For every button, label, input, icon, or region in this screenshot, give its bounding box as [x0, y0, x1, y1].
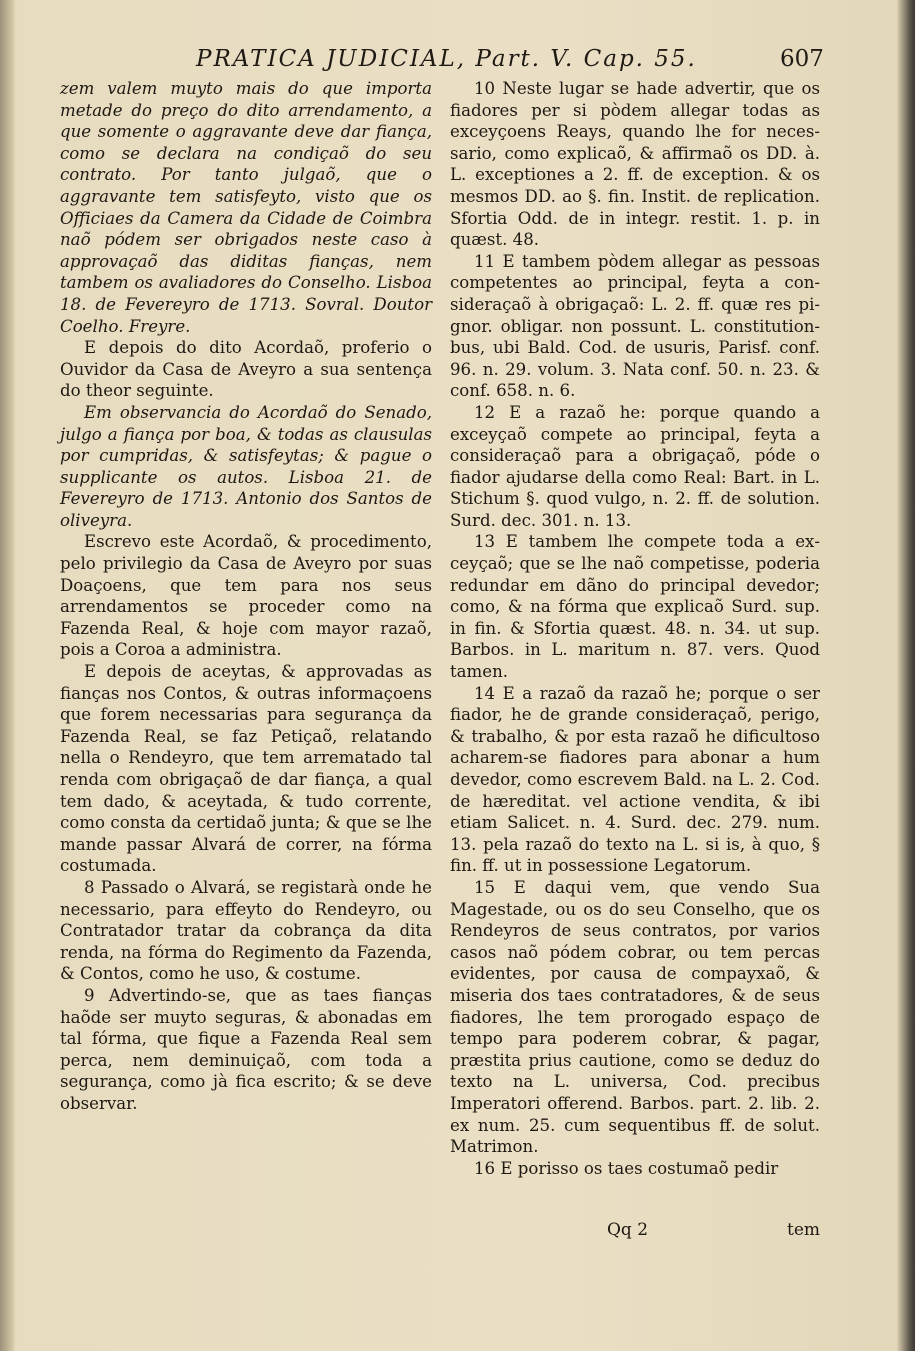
paragraph: Em observancia do Acordaõ do Senado, julgo a fiança por boa, & todas as clausulas por cumpridas, & satisfeytas; & pague o supplicante os autos. Lisboa 21. de Fevereyro de 1713. Antonio dos Santos de oliveyra. — [60, 402, 432, 530]
running-head — [196, 46, 826, 72]
page-footer — [450, 1220, 820, 1244]
paragraph: 12 E a razaõ he: porque quando a exceyçaõ compete ao principal, feyta a consideraçaõ para a obrigaçaõ, póde o fiador ajudarse della como Real: Bart. in L. Stichum §. quod vulgo, n. 2. ff. de solution. Surd. dec. 301. n. 13. — [450, 402, 820, 530]
paragraph: 11 E tambem pòdem allegar as pessoas competentes ao principal, feyta a consideraçaõ à obrigaçaõ: L. 2. ff. quæ res pignor. obligar. non possunt. L. constitutionbus, ubi Bald. Cod. de usuris, Parisf. conf. 96. n. 29. volum. 3. Nata conf. 50. n. 23. & conf. 658. n. 6. — [450, 251, 820, 401]
paragraph: 15 E daqui vem, que vendo Sua Magestade, ou os do seu Conselho, que os Rendeyros de seus contratos, por varios casos naõ pódem cobrar, ou tem percas evidentes, por causa de compayxaõ, & miseria dos taes contratadores, & de seus fiadores, lhe tem prorogado espaço de tempo para poderem cobrar, & pagar, præstita prius cautione, como se deduz do texto na L. universa, Cod. precibus Imperatori offerend. Barbos. part. 2. lib. 2. ex num. 25. cum sequentibus ff. de solut. Matrimon. — [450, 877, 820, 1157]
paragraph: 14 E a razaõ da razaõ he; porque o ser fiador, he de grande consideraçaõ, perigo, & trabalho, & por esta razaõ he dificultoso acharem-se fiadores para abonar a hum devedor, como escrevem Bald. na L. 2. Cod. de hæreditat. vel actione vendita, & ibi etiam Salicet. n. 4. Surd. dec. 279. num. 13. pela razaõ do texto na L. si is, à quo, § fin. ff. ut in possessione Legatorum. — [450, 683, 820, 876]
signature-mark: Qq 2 — [607, 1220, 649, 1240]
right-column — [450, 78, 820, 1179]
paragraph: Escrevo este Acordaõ, & procedimento, pelo privilegio da Casa de Aveyro por suas Doaçoens, que tem para nos seus arrendamentos se proceder como na Fazenda Real, & hoje com mayor razaõ, pois a Coroa a administra. — [60, 532, 432, 660]
paragraph: 10 Neste lugar se hade advertir, que os fiadores per si pòdem allegar todas as exceyçoens Reays, quando lhe for necessario, como explicaõ, & affirmaõ os DD. à. L. exceptiones a 2. ff. de exception. & os mesmos DD. ao §. fin. Instit. de replication. Sfortia Odd. de in integr. restit. 1. p. in quæst. 48. — [450, 79, 820, 250]
paragraph: zem valem muyto mais do que importa metade do preço do dito arrendamento, a que somente o aggravante deve dar fiança, como se declara na condiçaõ do seu contrato. Por tanto julgaõ, que o aggravante tem satisfeyto, visto que os Officiaes da Camera da Cidade de Coimbra naõ pódem ser obrigados neste caso à approvaçaõ das diditas fianças, nem tambem os avaliadores do Conselho. Lisboa 18. de Fevereyro de 1713. Sovral. Doutor Coelho. Freyre. — [60, 79, 432, 336]
page-number: 607 — [780, 46, 824, 72]
paragraph: E depois de aceytas, & approvadas as fianças nos Contos, & outras informaçoens que forem necessarias para segurança da Fazenda Real, se faz Petiçaõ, relatando nella o Rendeyro, que tem arrematado tal renda com obrigaçaõ de dar fiança, a qual tem dado, & aceytada, & tudo corrente, como consta da certidaõ junta; & que se lhe mande passar Alvará de correr, na fórma costumada. — [60, 662, 432, 876]
paragraph: 13 E tambem lhe compete toda a exceyçaõ; que se lhe naõ competisse, poderia redundar em dãno do principal devedor; como, & na fórma que explicaõ Surd. sup. in fin. & Sfortia quæst. 48. n. 34. ut sup. Barbos. in L. maritum n. 87. vers. Quod tamen. — [450, 532, 820, 682]
running-title: PRATICA JUDICIAL, Part. V. Cap. 55. — [196, 46, 697, 72]
page-gutter — [0, 0, 14, 1351]
paragraph: 16 E porisso os taes costumaõ pedir — [474, 1158, 779, 1178]
catchword: tem — [786, 1220, 820, 1240]
left-column — [60, 78, 432, 1115]
paragraph: 9 Advertindo-se, que as taes fianças haõde ser muyto seguras, & abonadas em tal fórma, que fique a Fazenda Real sem perca, nem deminuiçaõ, com toda a segurança, como jà fica escrito; & se deve observar. — [60, 985, 432, 1113]
paragraph: 8 Passado o Alvará, se registarà onde he necessario, para effeyto do Rendeyro, ou Contratador tratar da cobrança da dita renda, na fórma do Regimento da Fazenda, & Contos, como he uso, & costume. — [60, 877, 432, 984]
paragraph: E depois do dito Acordaõ, proferio o Ouvidor da Casa de Aveyro a sua sentença do theor seguinte. — [60, 338, 432, 401]
page-edge — [897, 0, 915, 1351]
